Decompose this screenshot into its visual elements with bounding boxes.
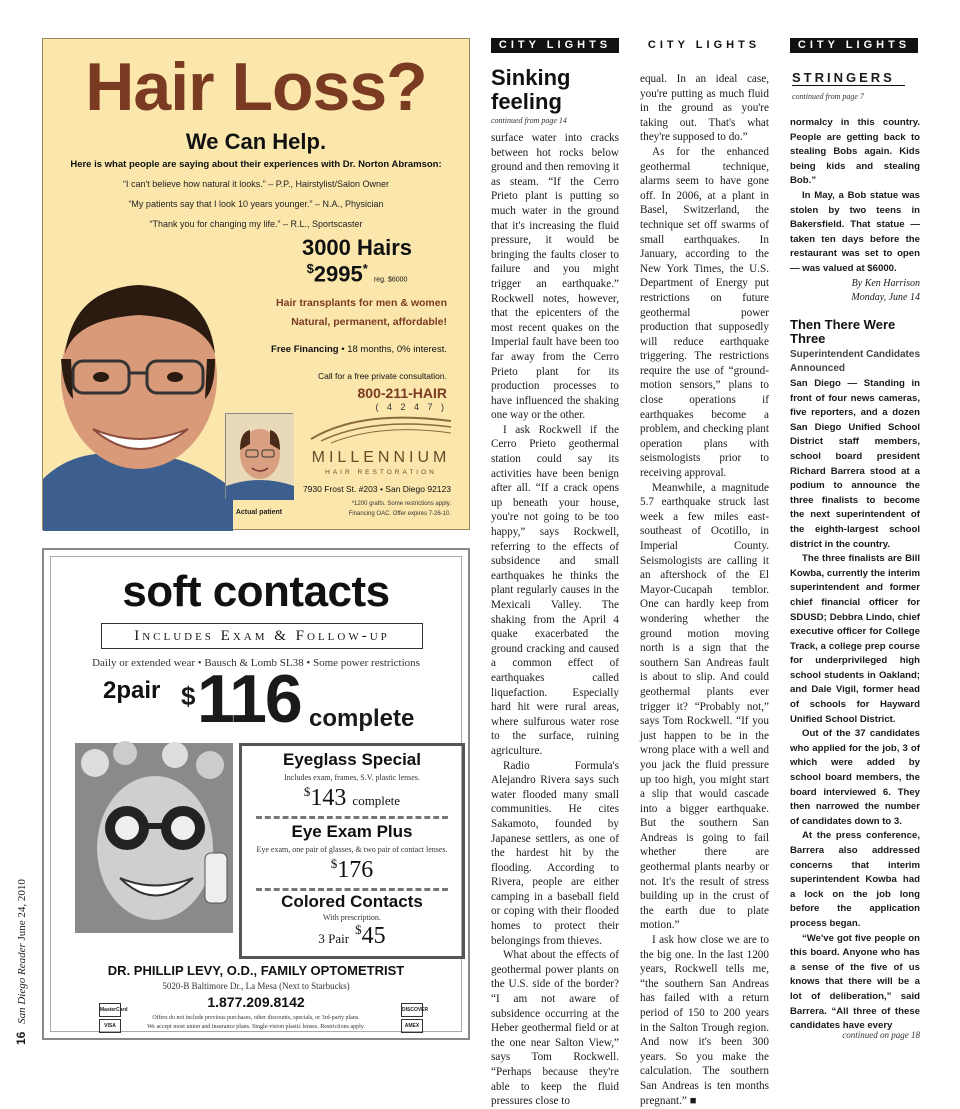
offer-price: 3 Pair $45 <box>318 922 386 949</box>
hair-tagline: Natural, permanent, affordable! <box>291 316 447 328</box>
offers-box <box>239 743 465 959</box>
byline-name: By Ken Harrison <box>851 277 920 289</box>
fine-print: Offers do not include previous purchases, other discounts, specials, or 3rd-party plans. <box>152 1015 360 1021</box>
testimonial: “Thank you for changing my life.” – R.L., Sportscaster <box>149 219 363 229</box>
phone-digits: ( 4 2 4 7 ) <box>375 402 447 412</box>
stringers-header: STRINGERS <box>792 70 905 86</box>
regular-price: reg. $6000 <box>373 276 408 284</box>
fine-print: Financing OAC. Offer expires 7-26-10. <box>348 511 451 517</box>
amex-icon: AMEX <box>401 1019 423 1033</box>
hair-ad-intro: Here is what people are saying about their experiences with Dr. Norton Abramson: <box>70 159 442 170</box>
includes-banner: Includes Exam & Follow-up <box>101 623 423 649</box>
paragraph: San Diego — Standing in front of four news cameras, five reporters, and a dozen San Diego Unified School District staff members, school board president Richard Barrera stood at a podium to announce the three finalists to become the next superintendent of the eighth-largest school district in the country. <box>790 378 920 550</box>
paragraph: What about the effects of geothermal power plants on the U.S. side of the border? “I am not aware of subsidence occurring at the Heber geothermal field or at the one near Salton View,” says Tom Rockwell. “Perhaps because they're able to keep the fluid pressures close to <box>491 949 619 1108</box>
paragraph: surface water into cracks between hot rocks below ground and then removing it as steam. “If the Cerro Prieto plant is putting so much water in the ground that it's increasing the fluid pressure, it would be bringing the faults closer to failure and you might trigger an earthquake.” Rockwell notes, however, that the epicenters of the most recent quakes on the Imperial fault have been too far away from the Cerro Prieto plant for its production processes to have influenced the shaking one way or the other. <box>491 132 619 422</box>
article-column-2 <box>640 72 769 1108</box>
paragraph: normalcy in this country. People are getting back to stealing Bobs again. Kids being kids and stealing Bob.” <box>790 117 920 187</box>
offer-divider <box>256 816 448 819</box>
consultation-text: Call for a free private consultation. <box>318 371 447 381</box>
hair-loss-ad[interactable] <box>42 38 470 530</box>
paragraph: “We've got five people on this board. Anyone who has a sense of the five of us knows that there will be a lot of deliberation,” said Barrera. “All three of these candidates have every <box>790 932 920 1032</box>
paragraph: Radio Formula's Alejandro Rivera says such water flooded many small communities. He cites Sakamoto, founded by Japanese settlers, as one of the hardest hit by the flooding. According to Rivera, people are either camping in a baseball field or coping with their flooded homes to protect their belongings from thieves. <box>491 759 619 947</box>
contacts-price: 116 <box>197 661 301 737</box>
fine-print: *1200 grafts. Some restrictions apply. <box>351 501 451 507</box>
offer-description: With prescription. <box>323 913 381 922</box>
actual-patient-photo <box>225 413 293 499</box>
paragraph: I ask how close we are to the big one. In the last 1200 years, Rockwell tells me, “the southern San Andreas has failed with a return period of 150 to 200 years in the Salton Trough region. And now it's been 300 years. So you make the calculation. The southern San Andreas is ten months pregnant.” ■ <box>640 934 769 1107</box>
continued-from: continued from page 14 <box>491 116 567 125</box>
article-headline: Sinking feeling <box>491 65 571 114</box>
hair-ad-title: Hair Loss? <box>85 49 427 125</box>
paragraph: equal. In an ideal case, you're putting as much fluid in the ground as you're taking out. That's what they're supposed to do.” <box>640 73 769 144</box>
offer-divider <box>256 888 448 891</box>
page-folio <box>14 845 30 1045</box>
offer-title: Eyeglass Special <box>283 750 421 769</box>
hairs-count: 3000 Hairs <box>301 235 413 260</box>
brand-tagline: HAIR RESTORATION <box>325 469 437 476</box>
paragraph: As for the enhanced geothermal technique, alarms seem to have gone off. In 2006, at a plant in Basel, Switzerland, the technique set off swarms of small earthquakes. In January, according to the New York Times, the U.S. Department of Energy put restrictions on future geothermal power production that supposedly will reduce earthquake triggering. The restrictions require the use of “ground-motion sensors,” plans to close operations if earthquakes become a problem, and checking plant operation plans with seismologists prior to receiving approval. <box>640 145 769 480</box>
hair-price-block <box>253 235 461 287</box>
offer-description: Includes exam, frames, S.V. plastic lenses. <box>284 773 420 782</box>
article-subheadline: Superintendent Candidates Announced <box>790 349 921 374</box>
article-column-1 <box>491 131 619 1109</box>
offer-price: $176 <box>330 856 374 883</box>
paragraph: At the press conference, Barrera also addressed concerns that interim superintendent Kowba had a lock on the job long before the application process began. <box>790 830 920 929</box>
offer-price: $143 complete <box>303 784 401 811</box>
doctor-phone[interactable]: 1.877.209.8142 <box>207 994 305 1010</box>
wear-options: Daily or extended wear • Bausch & Lomb SL38 • Some power restrictions <box>92 657 420 669</box>
paragraph: In May, a Bob statue was stolen by two teens in Bakersfield. That statue — taken ten days before the restaurant was set to open — was valued at $6000. <box>790 189 920 274</box>
offer-title: Eye Exam Plus <box>291 822 413 841</box>
doctor-address: 5020-B Baltimore Dr., La Mesa (Next to Starbucks) <box>162 981 350 991</box>
continued-from: continued from page 7 <box>792 92 864 101</box>
hair-phone-number[interactable]: 800-211-HAIR <box>357 385 447 401</box>
continued-on: continued on page 18 <box>842 1030 920 1040</box>
brand-name: MILLENNIUM <box>311 449 451 466</box>
two-pair-label: 2pair <box>103 677 161 704</box>
publication-name: San Diego Reader <box>16 943 28 1024</box>
financing-text: Free Financing • 18 months, 0% interest. <box>271 344 447 355</box>
contacts-ad-title: soft contacts <box>122 567 390 616</box>
complete-label: complete <box>309 705 415 732</box>
actual-patient-caption: Actual patient <box>235 509 283 516</box>
clinic-address: 7930 Frost St. #203 • San Diego 92123 <box>302 484 451 494</box>
contacts-ad-inner <box>50 556 462 1032</box>
hair-tagline: Hair transplants for men & women <box>276 297 447 309</box>
discover-icon: DISCOVER <box>401 1003 423 1017</box>
article-headline: Then There Were Three <box>790 317 896 346</box>
paragraph: Out of the 37 candidates who applied for the job, 3 of which were added by school board members, the board interviewed 6. They then narrowed the number of candidates down to 3. <box>790 728 920 827</box>
issue-date: June 24, 2010 <box>16 879 28 941</box>
millennium-swoosh-icon <box>301 413 461 443</box>
patient-photo <box>43 249 233 531</box>
mastercard-icon: MasterCard <box>99 1003 121 1017</box>
testimonial: “My patients say that I look 10 years younger.” – N.A., Physician <box>128 199 384 209</box>
page-number: 16 <box>14 1031 28 1045</box>
dollar-sign: $ <box>181 681 196 711</box>
section-header: CITY LIGHTS <box>647 39 761 51</box>
superintendent-column <box>790 377 920 1034</box>
hair-ad-subtitle: We Can Help. <box>185 129 327 154</box>
paragraph: The three finalists are Bill Kowba, currently the interim superintendent and former chief financial officer for SDUSD; Debbra Lindo, chief executive officer for College Track, a college prep course for underprivileged high school students in Oakland; and Dale Vigil, former head of schools for Hayward Unified School District. <box>790 553 920 725</box>
offer-title: Colored Contacts <box>281 892 423 911</box>
paragraph: Meanwhile, a magnitude 5.7 earthquake struck last week a few miles east-southeast of Ocotillo, in Imperial County. Seismologists are calling it an aftershock of the El Mayor-Cucapah temblor. One can hardly keep from wondering whether the ground motion moving north is a sign that the southern San Andreas fault is about to slip. And could geothermal plants ever trigger it? “Probably not,” says Tom Rockwell. “If you just happen to be in the wrong place with a well and you jack the fluid pressure up too high, you might start a slip that would cascade into a bigger earthquake. But the southern San Andreas is going to fail whether there are geothermal plants nearby or not. It's the result of stress building up in the crust of the earth due to plate motion.” <box>640 481 769 932</box>
fine-print: We accept most union and insurance plans. Single-vision plastic lenses. Restrictions apply. <box>147 1024 365 1030</box>
hair-price: $2995* reg. $6000 <box>306 261 408 287</box>
visa-icon: VISA <box>99 1019 121 1033</box>
section-header: CITY LIGHTS <box>491 38 619 53</box>
patient-thumbnail-icon <box>226 414 294 500</box>
offer-description: Eye exam, one pair of glasses, & two pair of contact lenses. <box>256 845 448 854</box>
soft-contacts-ad[interactable] <box>42 548 470 1040</box>
paragraph: I ask Rockwell if the Cerro Prieto geothermal station could say its activities have been benign after all. “If a crack opens up beneath your house, you're not going to be too happy,” says Rockwell, referring to the effects of subsidence and small earthquakes he thinks the plant regularly causes in the Mexicali Valley. The shaking from the April 4 quake exacerbated the ground cracking and caused a common effect of earthquakes called liquefaction. Especially hard hit were rural areas, where sulfurous water rose to the surface, ruining agriculture. <box>491 423 619 757</box>
byline-date: Monday, June 14 <box>851 292 920 304</box>
section-header: CITY LIGHTS <box>790 38 918 53</box>
woman-glasses-icon <box>75 743 233 933</box>
woman-glasses-photo <box>75 743 233 933</box>
doctor-name: DR. PHILLIP LEVY, O.D., FAMILY OPTOMETRIST <box>107 963 405 978</box>
testimonial: “I can't believe how natural it looks.” – P.P., Hairstylist/Salon Owner <box>122 179 389 189</box>
stringers-column <box>790 116 920 306</box>
